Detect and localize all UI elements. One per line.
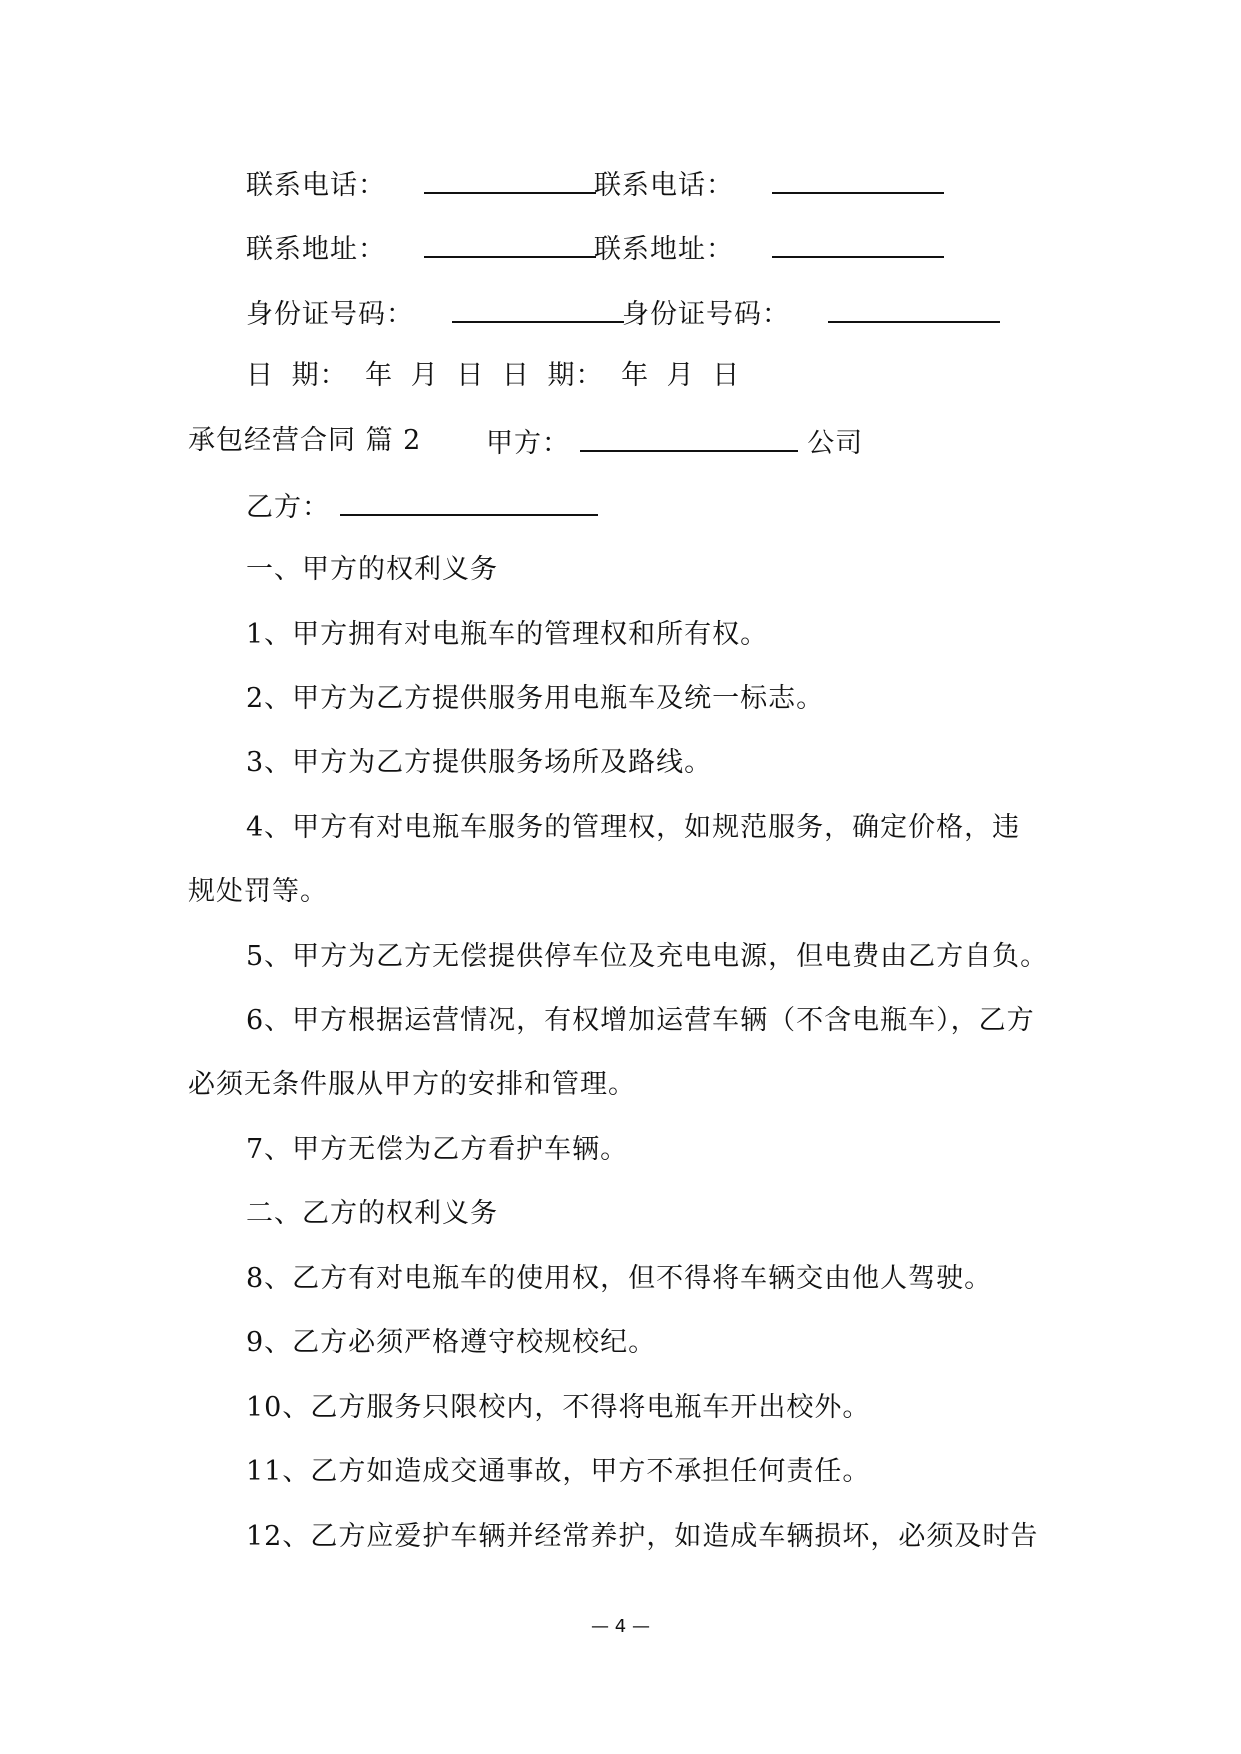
contact-address-blank-a xyxy=(424,230,596,258)
party-a-suffix: 公司 xyxy=(807,428,864,459)
section-title: 承包经营合同 篇 2 xyxy=(188,425,422,456)
clause-12: 12、乙方应爱护车辆并经常养护，如造成车辆损坏，必须及时告 xyxy=(246,1521,1039,1552)
id-number-line-b xyxy=(622,295,1000,329)
contact-address-line xyxy=(246,230,596,264)
party-a-blank xyxy=(580,424,798,452)
clause-9: 9、乙方必须严格遵守校规校纪。 xyxy=(246,1327,657,1358)
id-number-blank-b xyxy=(828,295,1000,323)
id-number-line xyxy=(246,295,624,329)
party-b-label: 乙方： xyxy=(246,492,330,523)
heading-party-b-rights: 二、乙方的权利义务 xyxy=(246,1198,498,1229)
page-number: — 4 — xyxy=(591,1616,650,1637)
clause-2: 2、甲方为乙方提供服务用电瓶车及统一标志。 xyxy=(246,683,825,714)
clause-4: 4、甲方有对电瓶车服务的管理权，如规范服务，确定价格，违 xyxy=(246,812,1021,843)
party-a-label: 甲方： xyxy=(486,428,570,459)
contact-address-label-a: 联系地址： xyxy=(246,234,386,265)
id-number-label-a: 身份证号码： xyxy=(246,299,414,330)
clause-6-cont: 必须无条件服从甲方的安排和管理。 xyxy=(188,1069,636,1100)
id-number-blank-a xyxy=(452,295,624,323)
party-a-line xyxy=(486,424,863,458)
heading-party-a-rights: 一、甲方的权利义务 xyxy=(246,554,498,585)
contact-address-blank-b xyxy=(772,230,944,258)
clause-4-cont: 规处罚等。 xyxy=(188,876,328,907)
id-number-label-b: 身份证号码： xyxy=(622,299,790,330)
contact-phone-label-b: 联系电话： xyxy=(594,170,734,201)
clause-1: 1、甲方拥有对电瓶车的管理权和所有权。 xyxy=(246,619,769,650)
contact-phone-line xyxy=(246,166,596,200)
date-line: 日 期： 年 月 日 日 期： 年 月 日 xyxy=(246,360,741,391)
contact-phone-blank-a xyxy=(424,166,596,194)
party-b-blank xyxy=(340,488,598,516)
clause-3: 3、甲方为乙方提供服务场所及路线。 xyxy=(246,747,713,778)
clause-10: 10、乙方服务只限校内，不得将电瓶车开出校外。 xyxy=(246,1392,871,1423)
clause-11: 11、乙方如造成交通事故，甲方不承担任何责任。 xyxy=(246,1456,871,1487)
clause-5: 5、甲方为乙方无偿提供停车位及充电电源，但电费由乙方自负。 xyxy=(246,941,1049,972)
clause-6: 6、甲方根据运营情况，有权增加运营车辆（不含电瓶车），乙方 xyxy=(246,1005,1035,1036)
contact-address-label-b: 联系地址： xyxy=(594,234,734,265)
contact-address-line-b xyxy=(594,230,944,264)
contact-phone-label-a: 联系电话： xyxy=(246,170,386,201)
clause-8: 8、乙方有对电瓶车的使用权，但不得将车辆交由他人驾驶。 xyxy=(246,1263,993,1294)
contact-phone-line-b xyxy=(594,166,944,200)
clause-7: 7、甲方无偿为乙方看护车辆。 xyxy=(246,1134,629,1165)
party-b-line xyxy=(246,488,598,522)
contact-phone-blank-b xyxy=(772,166,944,194)
